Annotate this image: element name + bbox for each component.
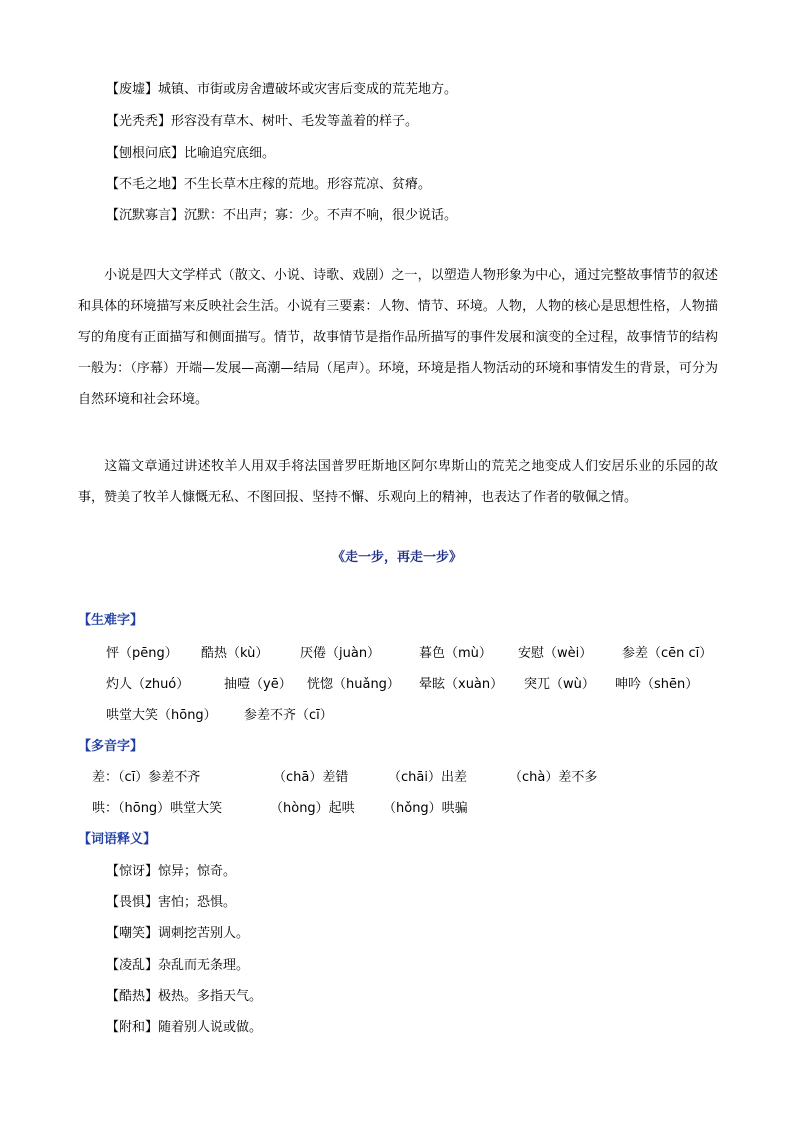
polyphonic-item: 差：（cī）参差不齐: [92, 770, 201, 785]
definition-line: 【刨根问底】比喻追究底细。: [106, 146, 276, 161]
paragraph-novel-text: 小说是四大文学样式（散文、小说、诗歌、戏剧）之一，以塑造人物形象为中心，通过完整故事情节的叙述和具体的环境描写来反映社会生活。小说有三要素：人物、情节、环境。人物，人物的核心是思想性格，人物描写的角度有正面描写和侧面描写。情节，故事情节是指作品所描写的事件发展和演变的全过程，故事情节的结构一般为：（序幕）开端—发展—高潮—结局（尾声）。环境，环境是指人物活动的环境和事情发生的背景，可分为自然环境和社会环境。: [78, 268, 718, 407]
char-item: 酷热（kù）: [201, 646, 269, 661]
meaning-line: 【酷热】极热。多指天气。: [106, 989, 263, 1004]
meaning-line: 【畏惧】害怕；恐惧。: [106, 895, 237, 910]
polyphonic-item: （hǒng）哄骗: [383, 801, 468, 816]
definition-line: 【废墟】城镇、市街或房舍遭破坏或灾害后变成的荒芜地方。: [106, 82, 458, 97]
difficult-chars-heading: 【生难字】: [78, 613, 144, 628]
polyphonic-item: （hòng）起哄: [270, 801, 355, 816]
char-item: 暮色（mù）: [419, 646, 492, 661]
char-item: 突兀（wù）: [524, 677, 595, 692]
polyphonic-item: （chāi）出差: [388, 770, 467, 785]
paragraph-novel: [78, 260, 718, 415]
meaning-line: 【凌乱】杂乱而无条理。: [106, 958, 250, 973]
paragraph-summary: [78, 451, 718, 513]
word-meanings-heading: 【词语释义】: [78, 832, 157, 847]
char-item: 参差（cēn cī）: [622, 646, 713, 661]
char-item: 抽噎（yē）: [224, 677, 292, 692]
char-item: 怦（pēng）: [106, 646, 178, 661]
meaning-line: 【嘲笑】调刺挖苦别人。: [106, 926, 250, 941]
paragraph-summary-text: 这篇文章通过讲述牧羊人用双手将法国普罗旺斯地区阿尔卑斯山的荒芜之地变成人们安居乐业的乐园的故事，赞美了牧羊人慷慨无私、不图回报、坚持不懈、乐观向上的精神，也表达了作者的敬佩之情。: [78, 459, 718, 505]
char-item: 哄堂大笑（hōng）: [106, 708, 217, 723]
section-title: 《走一步，再走一步》: [331, 550, 462, 565]
char-item: 恍惚（huǎng）: [307, 677, 400, 692]
polyphonic-item: 哄：（hōng）哄堂大笑: [92, 801, 223, 816]
polyphonic-item: （chà）差不多: [509, 770, 598, 785]
meaning-line: 【附和】随着别人说或做。: [106, 1020, 263, 1035]
char-item: 厌倦（juàn）: [300, 646, 381, 661]
char-item: 呻吟（shēn）: [615, 677, 699, 692]
char-item: 晕眩（xuàn）: [419, 677, 504, 692]
definition-line: 【光秃秃】形容没有草木、树叶、毛发等盖着的样子。: [106, 114, 419, 129]
meaning-line: 【惊讶】惊异；惊奇。: [106, 864, 237, 879]
polyphonic-heading: 【多音字】: [78, 739, 144, 754]
char-item: 灼人（zhuó）: [106, 677, 190, 692]
char-item: 安慰（wèi）: [518, 646, 593, 661]
polyphonic-item: （chā）差错: [273, 770, 349, 785]
char-item: 参差不齐（cī）: [244, 708, 333, 723]
definition-line: 【沉默寡言】沉默：不出声；寡：少。不声不响，很少说话。: [106, 208, 458, 223]
definition-line: 【不毛之地】不生长草木庄稼的荒地。形容荒凉、贫瘠。: [106, 177, 432, 192]
